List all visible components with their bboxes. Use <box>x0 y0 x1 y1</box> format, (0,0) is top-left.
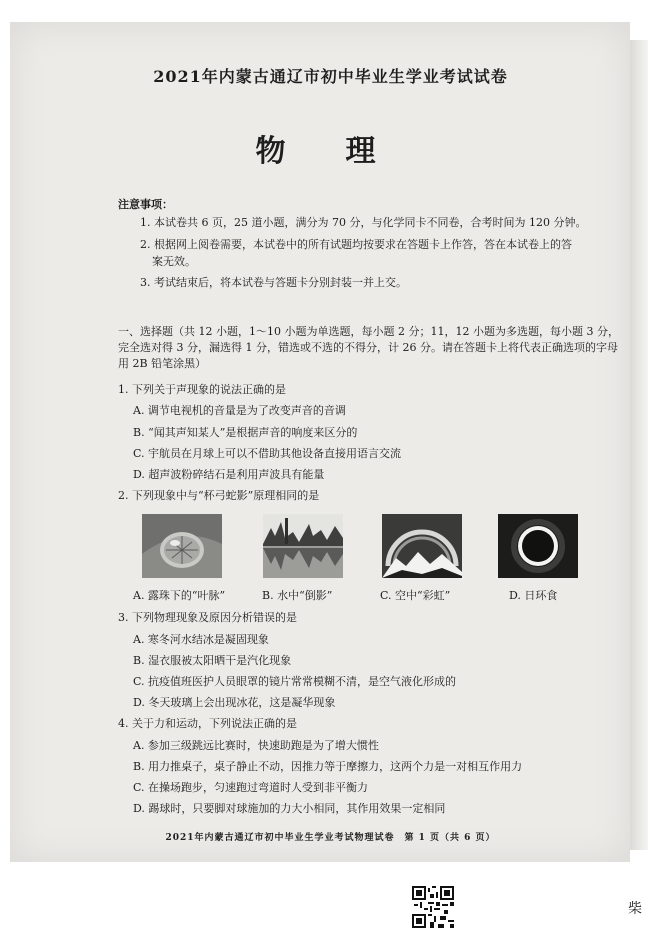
q2-option-a: A. 露珠下的“叶脉” <box>133 589 226 602</box>
dew-leaf-image <box>142 514 222 578</box>
q4-option-b: B. 用力推桌子，桌子静止不动，因推力等于摩擦力，这两个力是一对相互作用力 <box>133 760 523 773</box>
q3-option-d: D. 冬天玻璃上会出现冰花，这是凝华现象 <box>133 696 336 709</box>
q1-option-d: D. 超声波粉碎结石是利用声波具有能量 <box>133 468 325 481</box>
subject-title: 物理 <box>255 134 436 169</box>
exam-title: 2021年内蒙古通辽市初中毕业生学业考试试卷 <box>153 67 508 86</box>
qr-code-icon <box>412 886 454 928</box>
page-footer: 2021年内蒙古通辽市初中毕业生学业考试物理试卷 第 1 页（共 6 页） <box>165 833 496 843</box>
rainbow-image <box>382 514 462 578</box>
section-instructions: 一、选择题（共 12 小题，1～10 小题为单选题，每小题 2 分；11，12 小题为多选题，每小题 3 分，完全选对得 3 分，漏选得 1 分，错选或不选的不得分，计 26 分。请在答题卡上将代表正确选项的字母用 2B 铅笔涂黑） <box>118 325 619 370</box>
q2-option-b: B. 水中“倒影” <box>262 589 333 602</box>
note-2: 2. 根据网上阅卷需要，本试卷中的所有试题均按要求在答题卡上作答，答在本试卷上的答 <box>140 238 572 251</box>
q1-option-c: C. 宇航员在月球上可以不借助其他设备直接用语言交流 <box>133 447 402 460</box>
q2-option-c: C. 空中“彩虹” <box>380 589 451 602</box>
corner-mark: 柴 <box>628 901 642 917</box>
q1-option-a: A. 调节电视机的音量是为了改变声音的音调 <box>133 404 346 417</box>
notes-heading: 注意事项： <box>118 198 173 211</box>
q3-option-c: C. 抗疫值班医护人员眼罩的镜片常常模糊不清，是空气液化形成的 <box>133 675 457 688</box>
q3-option-a: A. 寒冬河水结冰是凝固现象 <box>133 633 269 646</box>
q2-option-d: D. 日环食 <box>509 589 558 602</box>
question-4-stem: 4. 关于力和运动，下列说法正确的是 <box>118 717 297 730</box>
q4-option-c: C. 在操场跑步，匀速跑过弯道时人受到非平衡力 <box>133 781 369 794</box>
question-3-stem: 3. 下列物理现象及原因分析错误的是 <box>118 611 297 624</box>
water-reflection-image <box>263 514 343 578</box>
annular-eclipse-image <box>498 514 578 578</box>
q3-option-b: B. 湿衣服被太阳晒干是汽化现象 <box>133 654 292 667</box>
q4-option-d: D. 踢球时，只要脚对球施加的力大小相同，其作用效果一定相同 <box>133 802 446 815</box>
question-1-stem: 1. 下列关于声现象的说法正确的是 <box>118 383 286 396</box>
note-1: 1. 本试卷共 6 页，25 道小题，满分为 70 分，与化学同卡不同卷，合考时间为 120 分钟。 <box>140 216 587 229</box>
note-3: 3. 考试结束后，将本试卷与答题卡分别封装一并上交。 <box>140 276 407 289</box>
note-2-cont: 案无效。 <box>152 255 196 268</box>
question-2-stem: 2. 下列现象中与“杯弓蛇影”原理相同的是 <box>118 489 320 502</box>
q4-option-a: A. 参加三级跳远比赛时，快速助跑是为了增大惯性 <box>133 739 379 752</box>
q1-option-b: B. “闻其声知某人”是根据声音的响度来区分的 <box>133 426 358 439</box>
